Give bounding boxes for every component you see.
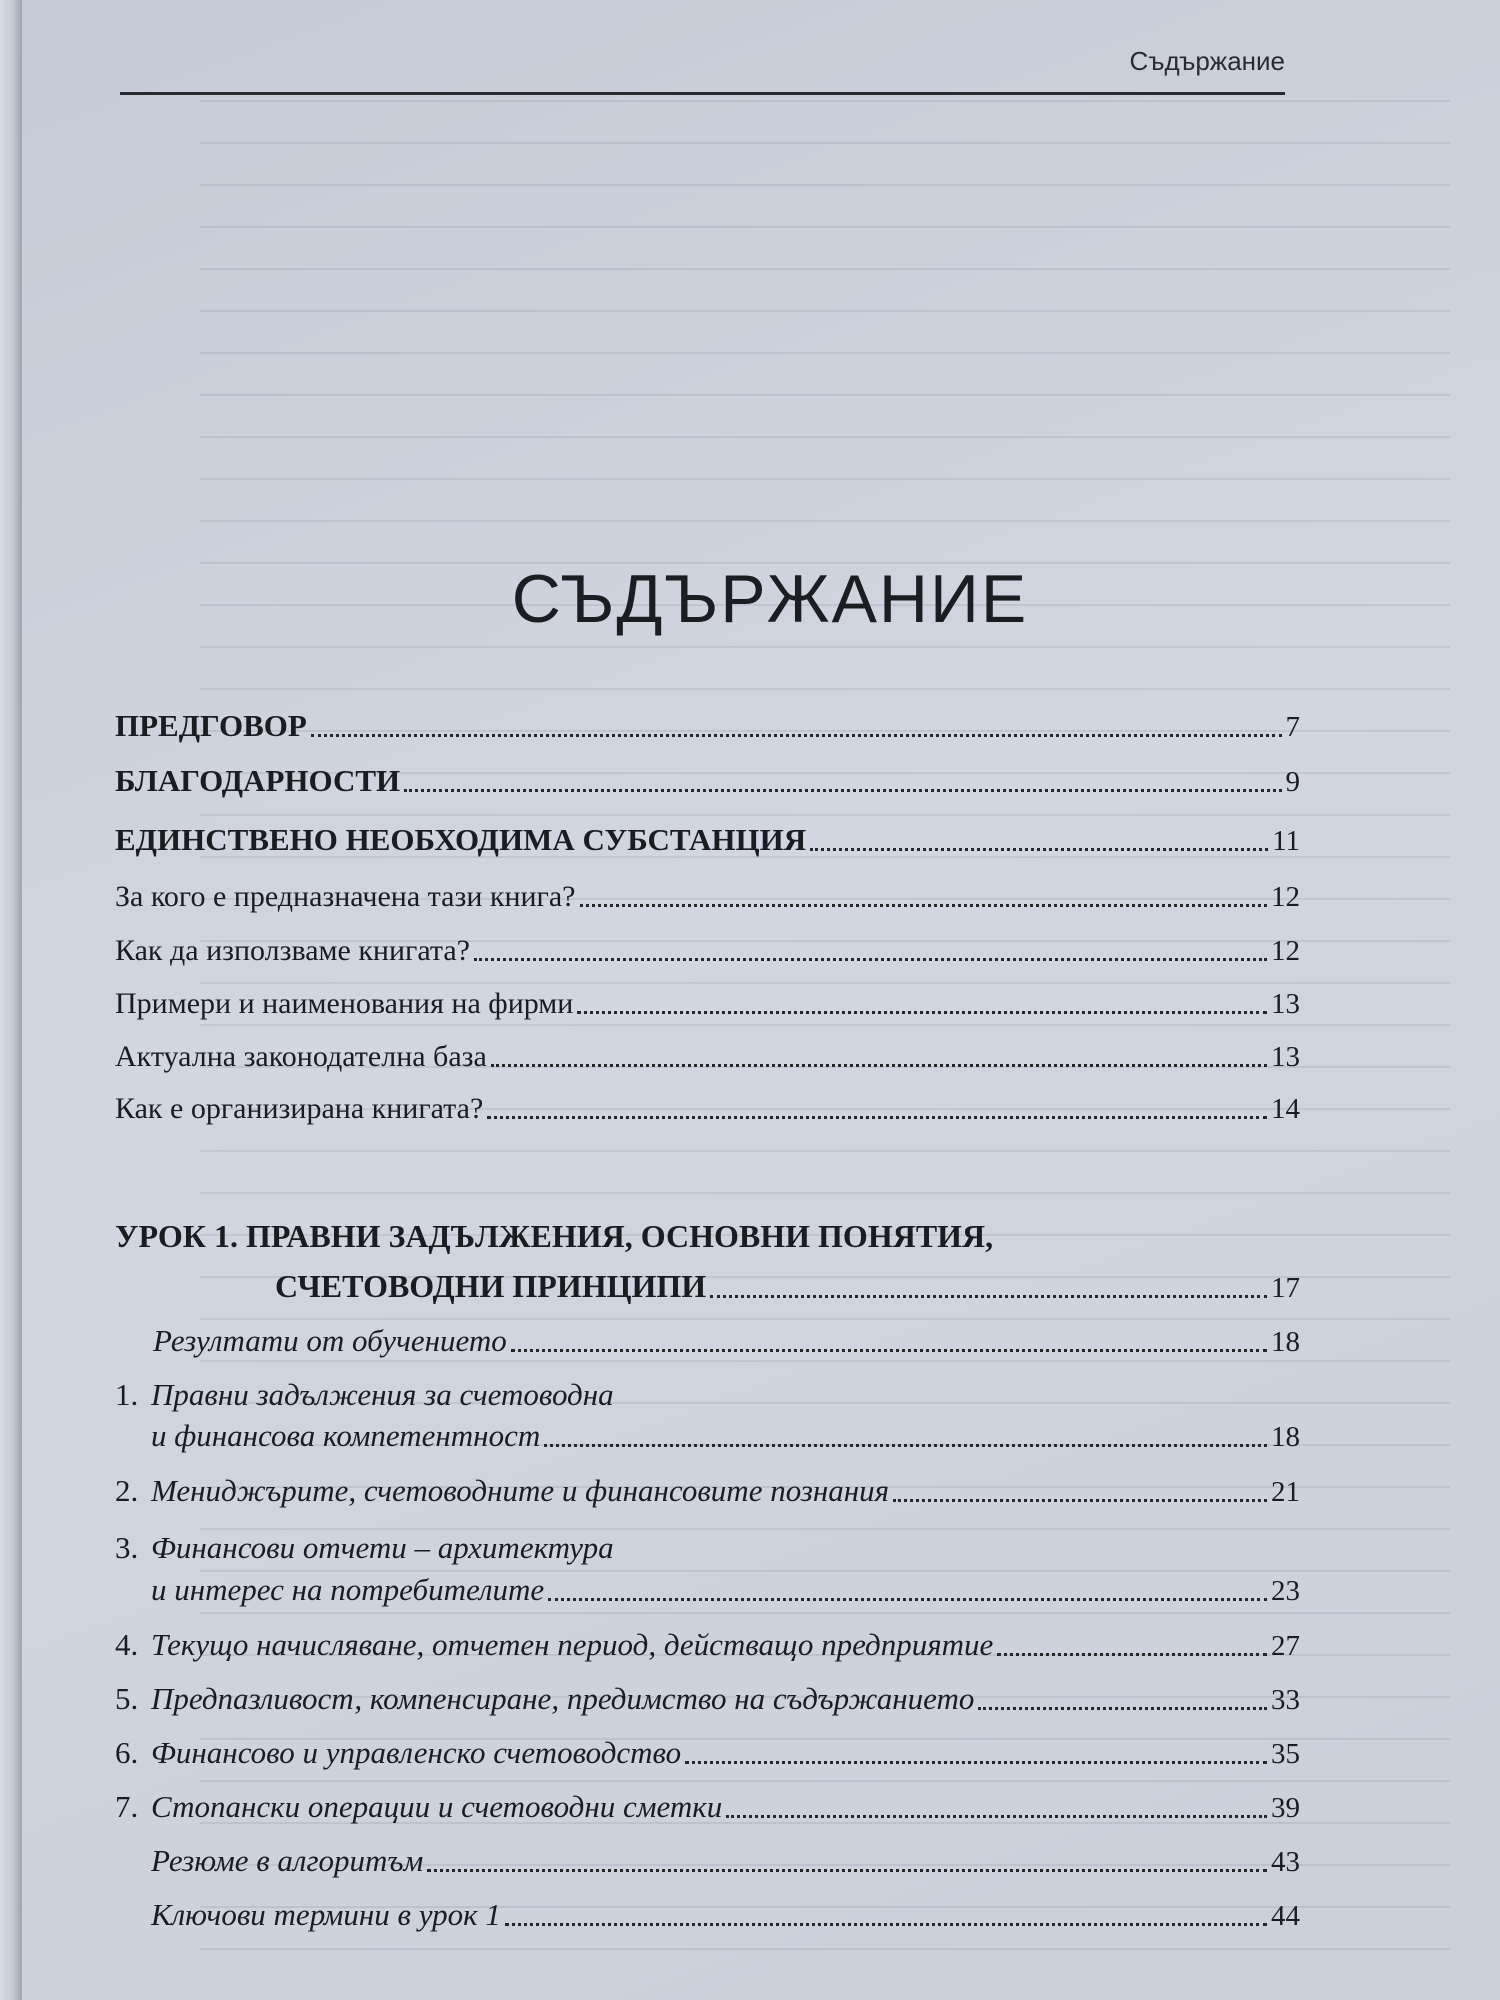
toc-entry-title: Резултати от обучението — [153, 1323, 507, 1358]
toc-item-text: Стопански операции и счетоводни сметки — [151, 1789, 723, 1824]
toc-entry-intro-5[interactable] — [115, 1092, 1300, 1126]
toc-entry-page: 23 — [1271, 1575, 1300, 1607]
toc-item-text: Предпазливост, компенсиране, предимство на съдържанието — [151, 1681, 975, 1716]
lesson-heading-line1: УРОК 1. ПРАВНИ ЗАДЪЛЖЕНИЯ, ОСНОВНИ ПОНЯТИЯ, — [115, 1218, 994, 1254]
dot-leader — [311, 733, 1282, 737]
toc-entry-page: 7 — [1285, 711, 1300, 743]
header-rule — [120, 92, 1285, 95]
toc-item-title — [115, 1681, 974, 1717]
toc-item-title-cont: и интерес на потребителите — [151, 1572, 545, 1607]
page-title: СЪДЪРЖАНИЕ — [511, 561, 1029, 637]
toc-entry-preface[interactable] — [115, 708, 1300, 744]
toc-item-number: 6. — [115, 1735, 139, 1770]
dot-leader — [474, 957, 1267, 961]
dot-leader — [548, 1597, 1267, 1601]
toc-item-title: Финансови отчети – архитектура — [151, 1530, 614, 1565]
running-head: Съдържание — [1129, 46, 1285, 76]
toc-entry-title: Как да използваме книгата? — [115, 934, 470, 967]
toc-item-1[interactable] — [151, 1418, 1300, 1454]
toc-entry-title: БЛАГОДАРНОСТИ — [115, 763, 401, 798]
toc-entry-title: ЕДИНСТВЕНО НЕОБХОДИМА СУБСТАНЦИЯ — [115, 822, 807, 857]
toc-entry-page: 33 — [1271, 1684, 1300, 1716]
dot-leader — [491, 1063, 1267, 1067]
toc-entry-page: 9 — [1285, 766, 1300, 798]
toc-entry-page: 12 — [1271, 935, 1300, 967]
toc-item-5[interactable] — [115, 1681, 1300, 1717]
dot-leader — [544, 1443, 1267, 1447]
toc-entry-page: 35 — [1271, 1738, 1300, 1770]
toc-item-title — [115, 1473, 889, 1509]
toc-entry-page: 17 — [1271, 1272, 1300, 1304]
dot-leader — [997, 1652, 1267, 1656]
toc-entry-page: 44 — [1271, 1900, 1300, 1932]
toc-item-number: 1. — [115, 1377, 139, 1412]
toc-entry-page: 14 — [1271, 1093, 1300, 1125]
toc-entry-outcomes[interactable] — [153, 1323, 1300, 1359]
toc-entry-page: 18 — [1271, 1326, 1300, 1358]
dot-leader — [404, 788, 1281, 792]
toc-item-text: Мениджърите, счетоводните и финансовите познания — [151, 1473, 890, 1508]
dot-leader — [978, 1706, 1267, 1710]
toc-item-1-line1[interactable] — [115, 1377, 614, 1413]
dot-leader — [726, 1814, 1267, 1818]
toc-entry-summary[interactable] — [151, 1843, 1300, 1879]
toc-item-number: 4. — [115, 1627, 139, 1662]
toc-entry-page: 13 — [1271, 1041, 1300, 1073]
toc-entry-title: Как е организирана книгата? — [115, 1092, 484, 1125]
toc-item-number: 2. — [115, 1473, 139, 1508]
toc-entry-page: 27 — [1271, 1630, 1300, 1662]
toc-item-6[interactable] — [115, 1735, 1300, 1771]
toc-item-title: Правни задължения за счетоводна — [151, 1377, 614, 1412]
toc-entry-title: За кого е предназначена тази книга? — [115, 880, 576, 913]
dot-leader — [580, 903, 1268, 907]
toc-item-number: 7. — [115, 1789, 139, 1824]
toc-entry-title: Актуална законодателна база — [115, 1040, 487, 1073]
toc-entry-acknowledgements[interactable] — [115, 763, 1300, 799]
toc-entry-title: ПРЕДГОВОР — [115, 708, 307, 743]
toc-entry-lesson-1[interactable] — [275, 1268, 1300, 1305]
toc-entry-intro-1[interactable] — [115, 880, 1300, 914]
dot-leader — [893, 1498, 1267, 1502]
toc-item-text: Финансово и управленско счетоводство — [151, 1735, 682, 1770]
toc-item-7[interactable] — [115, 1789, 1300, 1825]
toc-item-2[interactable] — [115, 1473, 1300, 1509]
toc-entry-page: 12 — [1271, 881, 1300, 913]
toc-entry-page: 39 — [1271, 1792, 1300, 1824]
toc-item-title — [115, 1789, 722, 1825]
dot-leader — [685, 1760, 1267, 1764]
toc-entry-title: Резюме в алгоритъм — [151, 1843, 424, 1878]
toc-entry-page: 11 — [1272, 825, 1300, 857]
toc-entry-page: 18 — [1271, 1421, 1300, 1453]
toc-entry-intro-2[interactable] — [115, 934, 1300, 968]
dot-leader — [710, 1294, 1267, 1298]
toc-entry-intro-3[interactable] — [115, 987, 1300, 1021]
toc-entry-title: Примери и наименования на фирми — [115, 987, 574, 1020]
toc-item-number: 5. — [115, 1681, 139, 1716]
dot-leader — [511, 1348, 1267, 1352]
toc-item-text: Текущо начисляване, отчетен период, действащо предприятие — [151, 1627, 994, 1662]
dot-leader — [577, 1010, 1267, 1014]
toc-item-title — [115, 1735, 681, 1771]
lesson-heading-line2: СЧЕТОВОДНИ ПРИНЦИПИ — [275, 1268, 707, 1304]
toc-item-title-cont: и финансова компетентност — [151, 1418, 541, 1453]
toc-item-number: 3. — [115, 1530, 139, 1565]
toc-item-title — [115, 1627, 993, 1663]
page-gutter — [0, 0, 22, 2000]
dot-leader — [487, 1115, 1267, 1119]
toc-item-3-line1[interactable] — [115, 1530, 614, 1566]
toc-entry-substance[interactable] — [115, 822, 1300, 858]
toc-entry-page: 43 — [1271, 1846, 1300, 1878]
toc-entry-intro-4[interactable] — [115, 1040, 1300, 1074]
toc-entry-page: 13 — [1271, 988, 1300, 1020]
dot-leader — [810, 847, 1268, 851]
toc-entry-title: Ключови термини в урок 1 — [151, 1897, 501, 1932]
dot-leader — [505, 1922, 1267, 1926]
toc-item-4[interactable] — [115, 1627, 1300, 1663]
toc-entry-key-terms[interactable] — [151, 1897, 1300, 1933]
toc-item-3[interactable] — [151, 1572, 1300, 1608]
toc-entry-page: 21 — [1271, 1476, 1300, 1508]
dot-leader — [427, 1868, 1267, 1872]
